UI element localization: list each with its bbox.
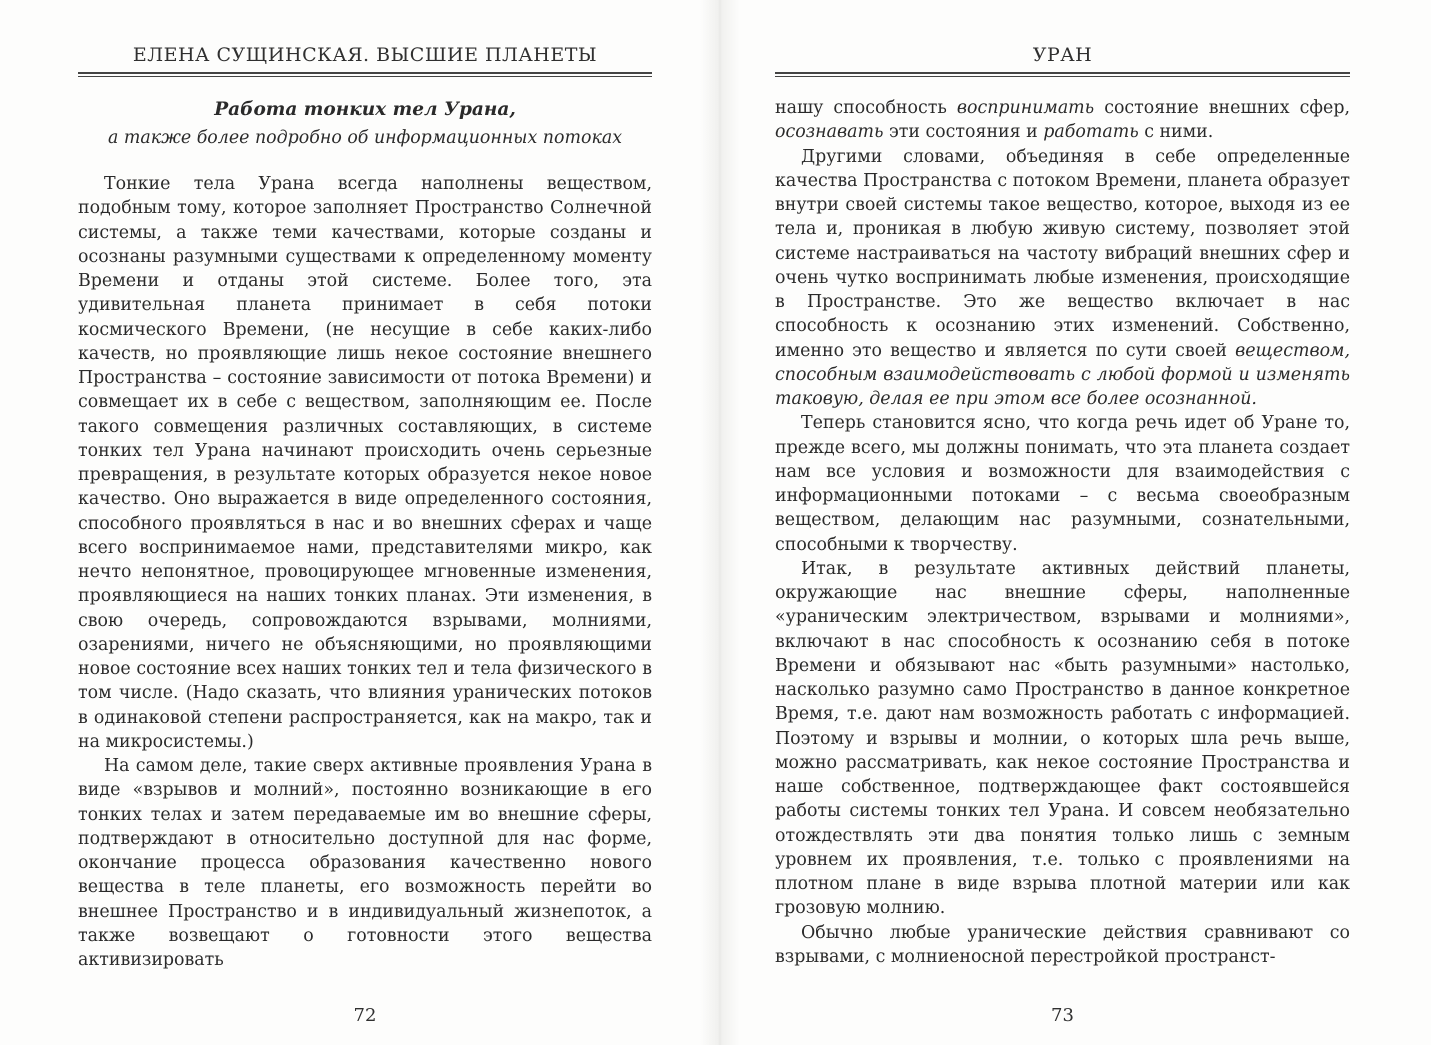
text-run: нашу способность — [775, 98, 957, 118]
paragraph: На самом деле, такие сверх активные проявления Урана в виде «взрывов и молний», постоянно возникающие в его тонких телах и затем передаваемые им во внешние сферы, подтверждают в относительно доступной для нас форме, окончание процесса образования качественно нового вещества в теле планеты, его возможность перейти во внешнее Пространство и в индивидуальный жизнепоток, а также возвещают о готовности этого вещества активизировать — [78, 756, 652, 970]
text-run: Другими словами, объединяя в себе определенные качества Пространства с потоком Времени, планета образует внутри своей системы такое вещество, которое, выходя из ее тела и, проникая в любую живую систему, позволяет этой системе настраиваться на частоту вибраций внешних сфер и очень чутко воспринимать любые изменения, происходящие в Пространстве. Это же вещество включает в нас способность к осознанию этих изменений. Собственно, именно это вещество и является по сути своей — [775, 146, 1350, 361]
text-run: состояние внешних сфер, — [1094, 98, 1350, 118]
emphasis: работать — [1043, 122, 1139, 143]
right-page — [775, 0, 1350, 1045]
text-run: эти состояния и — [883, 122, 1044, 143]
page-number-right: 73 — [1051, 1005, 1074, 1026]
paragraph: Итак, в результате активных действий планеты, окружающие нас внешние сферы, наполненные «ураническим электричеством, взрывами и молниями», включают в нас способность к осознанию себя в потоке Времени и обязывают нас «быть разумными» настолько, насколько разумно само Пространство в данное конкретное Время, т.е. дают нам возможность работать с информацией. Поэтому и взрывы и молнии, о которых шла речь выше, можно рассматривать, как некое состояние Пространства и наше собственное, подтверждающее факт состоявшейся работы системы тонких тел Урана. И совсем необязательно отождествлять эти два понятия только лишь с земным уровнем их проявления, т.е. только с проявлениями на плотном плане в виде взрыва плотной материи или как грозовую молнию. — [775, 558, 1350, 919]
book-gutter — [700, 0, 740, 1045]
heading-subtitle: а также более подробно об информационных потоках — [107, 128, 623, 148]
paragraph-continuation — [775, 96, 1350, 145]
emphasis: осознавать — [775, 122, 884, 143]
paragraph: Тонкие тела Урана всегда наполнены веществом, подобным тому, которое заполняет Пространство Солнечной системы, а также теми качествами, которые созданы и осознаны разумными существами к определенному моменту Времени и отданы этой системе. Более того, эта удивительная планета принимает в себя потоки космического Времени, (не несущие в себе каких-либо качеств, но проявляющие лишь некое состояние внешнего Пространства – состояние зависимости от потока Времени) и совмещает их в себе с веществом, заполняющим ее. После такого совмещения различных составляющих, в системе тонких тел Урана начинают происходить очень серьезные превращения, в результате которых образуется некое новое качество. Оно выражается в виде определенного состояния, способного проявляться в нас и во внешних сферах и чаще всего воспринимаемое нами, представителями микро, как нечто непонятное, провоцирующее мгновенные изменения, проявляющиеся на наших тонких планах. Эти изменения, в свою очередь, сопровождаются взрывами, молниями, озарениями, ничего не объясняющими, но проявляющими новое состояние всех наших тонких тел и тела физического в том числе. (Надо сказать, что влияния уранических потоков в одинаковой степени распространяется, как на макро, так и на микросистемы.) — [78, 174, 652, 752]
header-rule-right — [775, 72, 1350, 77]
header-rule-left — [78, 72, 652, 77]
emphasis: веществом, способным взаимодействовать с любой формой и изменять таковую, делая ее при этом все более осознанной. — [775, 340, 1350, 409]
emphasis: воспринимать — [956, 98, 1095, 118]
running-head-left: ЕЛЕНА СУЩИНСКАЯ. ВЫСШИЕ ПЛАНЕТЫ — [132, 44, 598, 66]
right-body-text — [775, 96, 1350, 969]
chapter-heading — [78, 96, 652, 152]
text-run: с ними. — [1138, 122, 1214, 143]
paragraph: Теперь становится ясно, что когда речь идет об Уране то, прежде всего, мы должны понимать, что эта планета создает нам все условия и возможности для взаимодействия с информационными потоками – с весьма своеобразным веществом, делающим нас разумными, сознательными, способными к творчеству. — [775, 413, 1350, 555]
paragraph — [775, 145, 1350, 412]
page-number-left: 72 — [353, 1005, 377, 1026]
heading-title: Работа тонких тел Урана, — [214, 99, 516, 120]
left-body-text — [78, 172, 652, 972]
paragraph: Обычно любые уранические действия сравнивают со взрывами, с молниеносной перестройкой пространст- — [775, 922, 1350, 967]
running-head-right: УРАН — [1032, 44, 1093, 66]
left-page — [78, 0, 652, 1045]
